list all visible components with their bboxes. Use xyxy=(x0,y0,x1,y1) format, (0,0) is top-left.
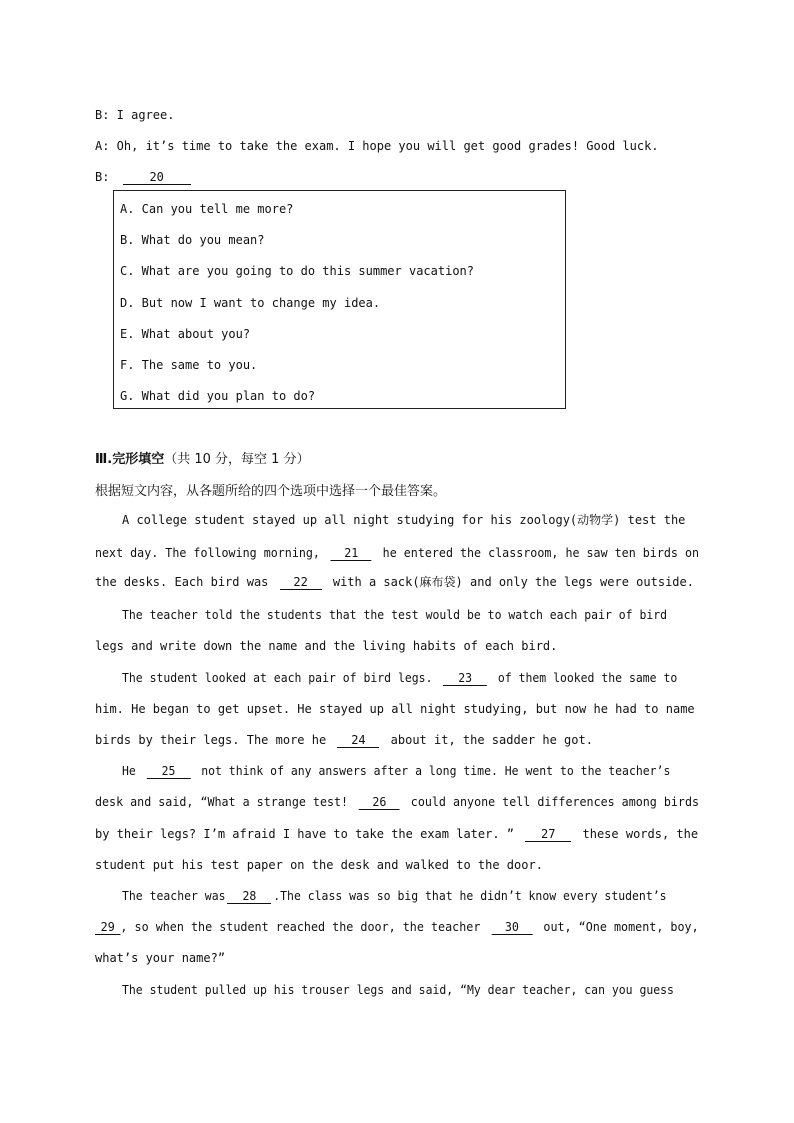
passage-text: he entered the classroom, he saw ten birds on xyxy=(382,546,700,560)
passage-text: He xyxy=(122,764,136,778)
passage-text: the desks. Each bird was xyxy=(95,575,269,589)
passage-text: of them looked the same to xyxy=(497,671,678,685)
passage-line xyxy=(95,545,700,561)
section-title: Ⅲ.完形填空 xyxy=(95,452,165,467)
passage-line xyxy=(122,512,699,528)
passage-text: The student looked at each pair of bird legs. xyxy=(122,671,433,685)
passage-line: him. He began to get upset. He stayed up all night studying, but now he had to name xyxy=(95,702,695,716)
passage-text: out, “One moment, boy, xyxy=(543,920,699,934)
passage-text: desk and said, “What a strange test! xyxy=(95,795,349,809)
option-item: E. What about you? xyxy=(120,327,251,341)
passage-line xyxy=(95,826,699,842)
section-instruction: 根据短文内容，从各题所给的四个选项中选择一个最佳答案。 xyxy=(95,484,447,499)
answer-blank-25: 25 xyxy=(147,764,191,779)
option-item: B. What do you mean? xyxy=(120,233,265,247)
speaker-label: B: xyxy=(95,170,110,184)
dialogue-line-b-blank xyxy=(95,169,191,185)
passage-text: with a sack(麻布袋) and only the legs were outside. xyxy=(332,575,694,589)
passage-text: .The class was so big that he didn’t know every student’s xyxy=(273,889,667,903)
passage-line xyxy=(122,670,699,686)
passage-line: what’s your name?” xyxy=(95,951,226,965)
passage-line: legs and write down the name and the living habits of each bird. xyxy=(95,639,558,653)
section-heading xyxy=(95,448,310,467)
passage-line xyxy=(122,888,699,904)
answer-blank-21: 21 xyxy=(331,546,372,561)
passage-text: next day. The following morning, xyxy=(95,546,320,560)
passage-text: not think of any answers after a long time. He went to the teacher’s xyxy=(201,764,671,778)
passage-line xyxy=(95,574,699,590)
answer-blank-29: 29 xyxy=(95,920,120,935)
passage-text: could anyone tell differences among birds xyxy=(410,795,700,809)
passage-text: The teacher was xyxy=(122,889,226,903)
dialogue-line-b-agree: B: I agree. xyxy=(95,108,175,122)
answer-blank-24: 24 xyxy=(337,733,379,748)
options-box xyxy=(113,190,566,409)
answer-blank-28: 28 xyxy=(227,889,271,904)
answer-blank-27: 27 xyxy=(525,827,571,842)
answer-blank-30: 30 xyxy=(491,920,532,935)
option-item: A. Can you tell me more? xyxy=(120,202,294,216)
section-score: （共 10 分，每空 1 分） xyxy=(164,452,310,467)
passage-text: , so when the student reached the door, the teacher xyxy=(120,920,481,934)
passage-text: A college student stayed up all night studying for his zoology(动物学) test the xyxy=(122,513,686,527)
passage-line: student put his test paper on the desk and walked to the door. xyxy=(95,858,543,872)
passage-line xyxy=(122,763,699,779)
option-item: G. What did you plan to do? xyxy=(120,389,316,403)
passage-line: The student pulled up his trouser legs and said, “My dear teacher, can you guess xyxy=(122,983,674,997)
passage-line xyxy=(95,919,699,935)
option-item: F. The same to you. xyxy=(120,358,258,372)
answer-blank-22: 22 xyxy=(280,575,322,590)
passage-line xyxy=(95,794,700,810)
passage-text: these words, the xyxy=(582,827,699,841)
option-item: D. But now I want to change my idea. xyxy=(120,296,381,310)
passage-line xyxy=(95,732,699,748)
answer-blank-23: 23 xyxy=(443,671,487,686)
passage-text: birds by their legs. The more he xyxy=(95,733,327,747)
passage-text: about it, the sadder he got. xyxy=(390,733,593,747)
passage-line: The teacher told the students that the test would be to watch each pair of bird xyxy=(122,608,668,622)
passage-text: by their legs? I’m afraid I have to take the exam later. ” xyxy=(95,827,515,841)
answer-blank-26: 26 xyxy=(359,795,400,810)
answer-blank-20: 20 xyxy=(123,170,191,185)
option-item: C. What are you going to do this summer vacation? xyxy=(120,264,475,278)
dialogue-line-a-exam: A: Oh, it’s time to take the exam. I hope you will get good grades! Good luck. xyxy=(95,139,659,153)
